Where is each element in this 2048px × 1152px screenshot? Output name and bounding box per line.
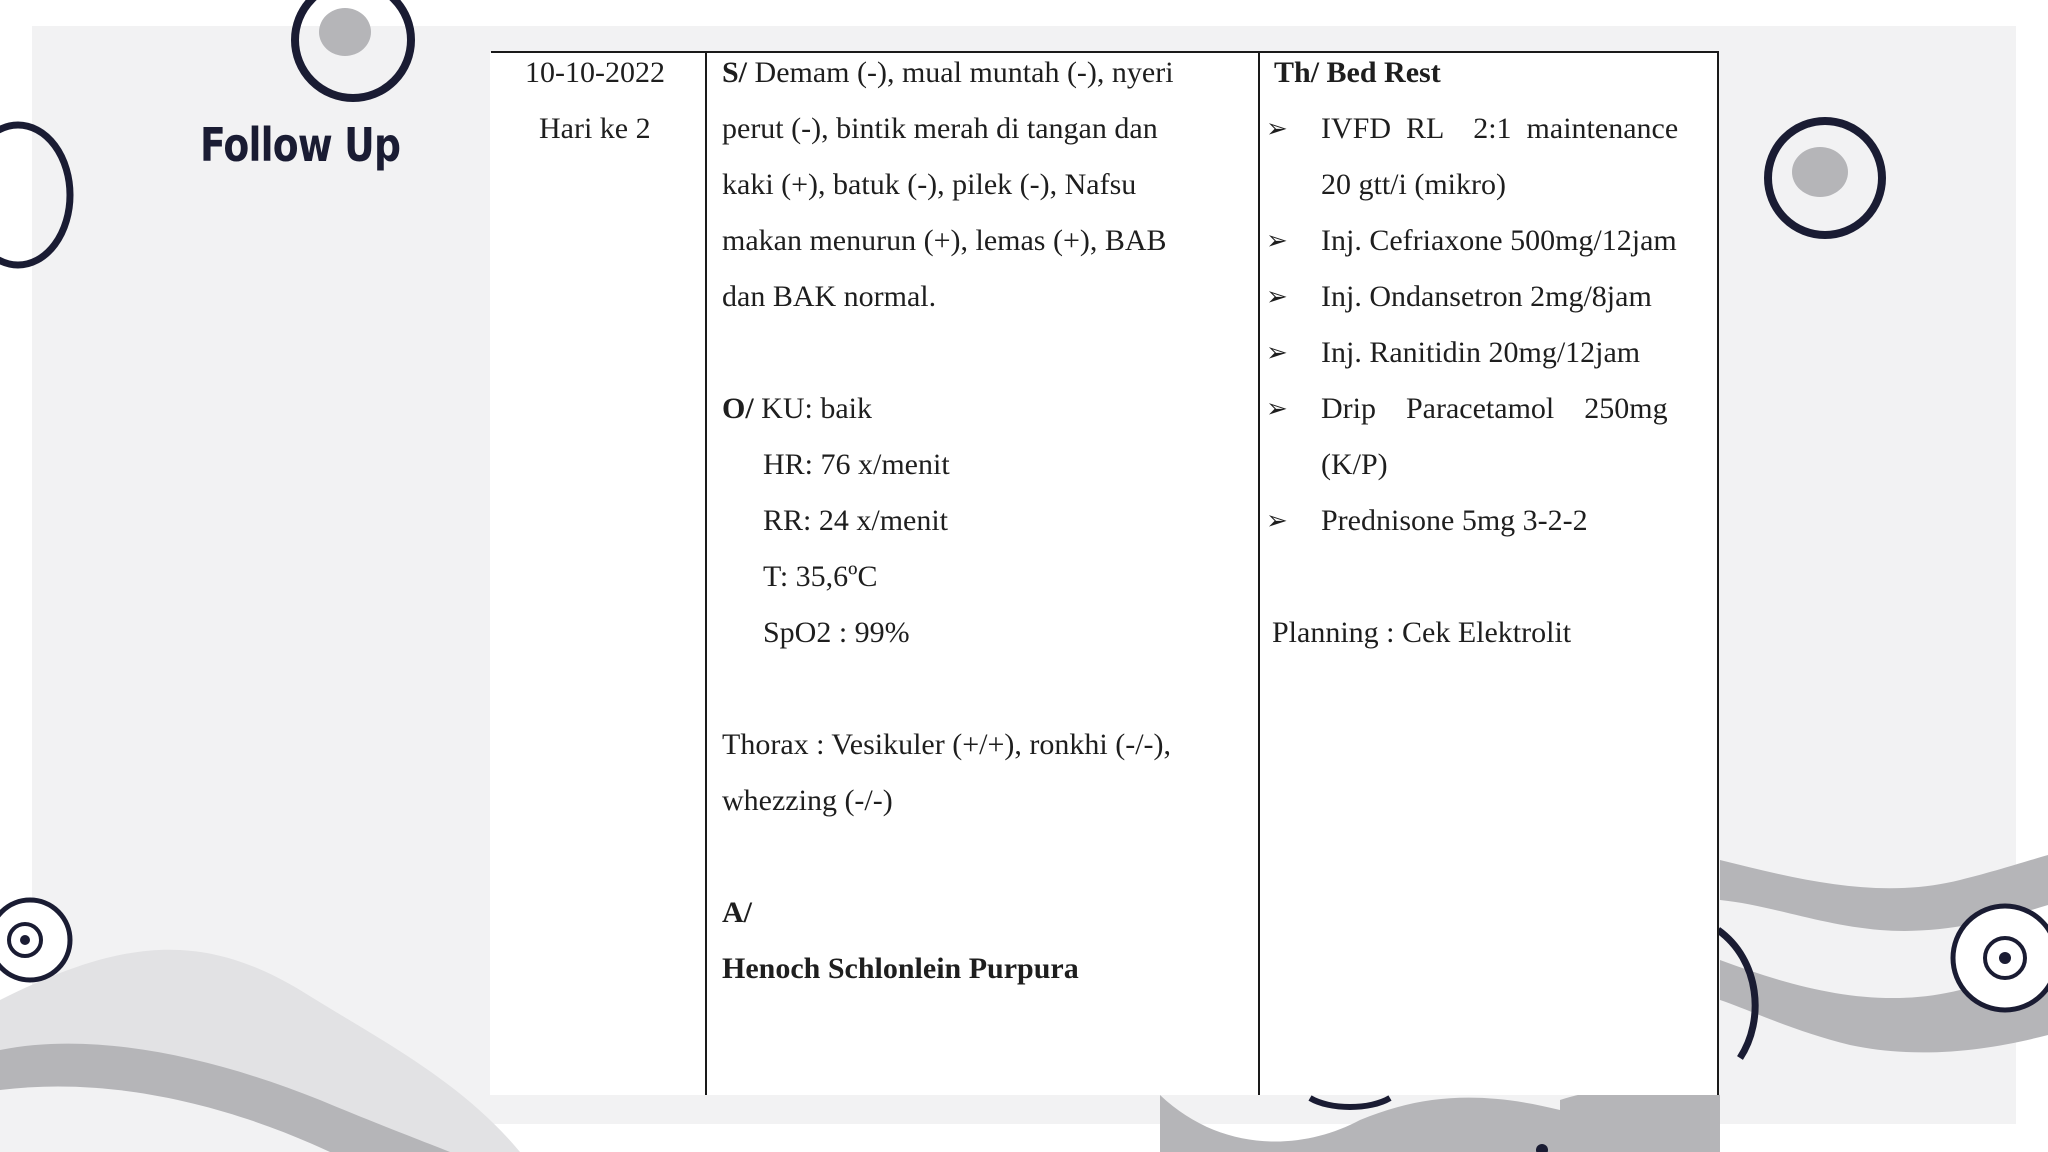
therapy-item-2: Inj. Cefriaxone 500mg/12jam [1321, 224, 1677, 257]
therapy-item-5-line-2: (K/P) [1321, 448, 1388, 481]
soap-table [490, 52, 1719, 1095]
subjective-label: S/ [722, 56, 748, 89]
bullet-arrow-icon: ➢ [1266, 114, 1288, 143]
subjective-line-4: makan menurun (+), lemas (+), BAB [722, 224, 1167, 257]
table-divider-1 [705, 51, 707, 1095]
table-divider-2 [1258, 51, 1260, 1095]
bullet-arrow-icon: ➢ [1266, 226, 1288, 255]
assessment-diagnosis: Henoch Schlonlein Purpura [722, 952, 1079, 985]
bullet-arrow-icon: ➢ [1266, 394, 1288, 423]
objective-spo2: SpO2 : 99% [763, 616, 910, 649]
target-right-inner [1999, 952, 2011, 964]
table-top-border [491, 51, 1719, 53]
blob-top [319, 8, 371, 56]
bullet-arrow-icon: ➢ [1266, 282, 1288, 311]
bullet-arrow-icon: ➢ [1266, 338, 1288, 367]
therapy-item-4: Inj. Ranitidin 20mg/12jam [1321, 336, 1641, 369]
circle-left [0, 125, 70, 265]
therapy-item-1-line-2: 20 gtt/i (mikro) [1321, 168, 1506, 201]
arc-bottom [1310, 1098, 1390, 1107]
slide-title: Follow Up [200, 118, 401, 172]
target-left-inner [20, 935, 30, 945]
objective-label: O/ [722, 392, 754, 425]
objective-rr: RR: 24 x/menit [763, 504, 949, 537]
bullet-arrow-icon: ➢ [1266, 506, 1288, 535]
objective-thorax-1: Thorax : Vesikuler (+/+), ronkhi (-/-), [722, 728, 1172, 761]
therapy-header: Th/ Bed Rest [1274, 56, 1441, 89]
assessment-label: A/ [722, 896, 752, 929]
objective-line-ku [722, 394, 872, 424]
record-date: 10-10-2022 [525, 56, 665, 89]
subjective-line-3: kaki (+), batuk (-), pilek (-), Nafsu [722, 168, 1137, 201]
subjective-line-1 [722, 58, 1174, 88]
subjective-text-1: Demam (-), mual muntah (-), nyeri [754, 56, 1174, 89]
therapy-item-1-line-1: IVFD RL 2:1 maintenance [1321, 112, 1679, 145]
record-day: Hari ke 2 [539, 112, 651, 145]
therapy-item-6: Prednisone 5mg 3-2-2 [1321, 504, 1588, 537]
table-right-border [1717, 51, 1719, 1095]
blob-right [1792, 147, 1848, 197]
subjective-line-2: perut (-), bintik merah di tangan dan [722, 112, 1158, 145]
objective-temp: T: 35,6ºC [763, 560, 878, 593]
objective-hr: HR: 76 x/menit [763, 448, 950, 481]
therapy-planning: Planning : Cek Elektrolit [1272, 616, 1572, 649]
wave-bottom-2 [1560, 1088, 1720, 1152]
objective-thorax-2: whezzing (-/-) [722, 784, 893, 817]
subjective-line-5: dan BAK normal. [722, 280, 937, 313]
therapy-item-5-line-1: Drip Paracetamol 250mg [1321, 392, 1668, 425]
therapy-item-3: Inj. Ondansetron 2mg/8jam [1321, 280, 1652, 313]
objective-ku: KU: baik [761, 392, 872, 425]
